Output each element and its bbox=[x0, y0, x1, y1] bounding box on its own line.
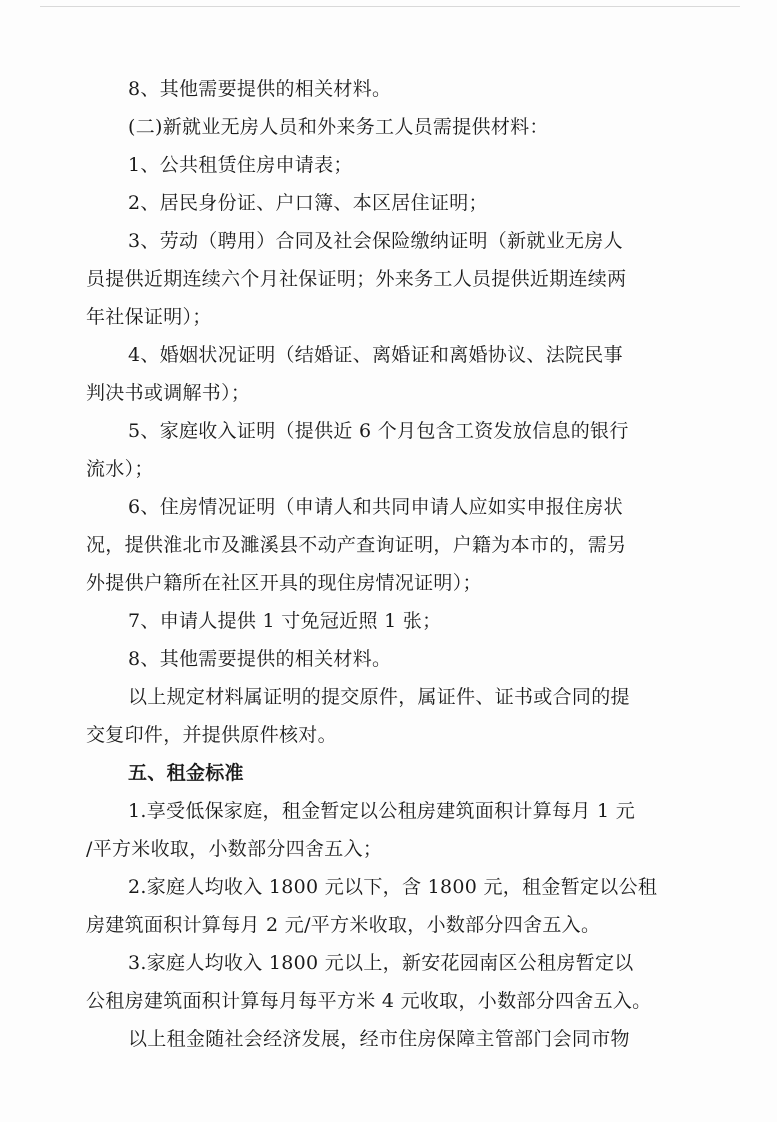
text-line: 3.家庭人均收入 1800 元以上，新安花园南区公租房暂定以 bbox=[128, 952, 634, 974]
text-line: 外提供户籍所在社区开具的现住房情况证明）； bbox=[86, 572, 482, 594]
text-line: 8、其他需要提供的相关材料。 bbox=[128, 78, 392, 100]
text-line: 以上规定材料属证明的提交原件，属证件、证书或合同的提 bbox=[128, 686, 630, 708]
text-line: 以上租金随社会经济发展，经市住房保障主管部门会同市物 bbox=[128, 1028, 630, 1050]
text-line: 况，提供淮北市及濉溪县不动产查询证明，户籍为本市的，需另 bbox=[86, 534, 627, 556]
text-line: 交复印件，并提供原件核对。 bbox=[86, 724, 337, 746]
text-line: 1.享受低保家庭，租金暂定以公租房建筑面积计算每月 1 元 bbox=[128, 800, 635, 822]
text-line: 4、婚姻状况证明（结婚证、离婚证和离婚协议、法院民事 bbox=[128, 344, 623, 366]
text-line: 7、申请人提供 1 寸免冠近照 1 张； bbox=[128, 610, 442, 632]
scan-edge-line bbox=[40, 6, 740, 7]
text-line: 5、家庭收入证明（提供近 6 个月包含工资发放信息的银行 bbox=[128, 420, 629, 442]
text-line: (二)新就业无房人员和外来务工人员需提供材料： bbox=[128, 116, 549, 138]
text-line: 2.家庭人均收入 1800 元以下，含 1800 元，租金暂定以公租 bbox=[128, 876, 658, 898]
text-line: 判决书或调解书）； bbox=[86, 382, 251, 404]
text-line: 3、劳动（聘用）合同及社会保险缴纳证明（新就业无房人 bbox=[128, 230, 623, 252]
section-heading: 五、租金标准 bbox=[128, 762, 244, 784]
text-line: 公租房建筑面积计算每月每平方米 4 元收取，小数部分四舍五入。 bbox=[86, 990, 652, 1012]
text-line: 年社保证明）； bbox=[86, 306, 212, 328]
text-line: 1、公共租赁住房申请表； bbox=[128, 154, 353, 176]
text-line: 员提供近期连续六个月社保证明；外来务工人员提供近期连续两 bbox=[86, 268, 627, 290]
text-line: 流水）； bbox=[86, 458, 154, 480]
text-line: 2、居民身份证、户口簿、本区居住证明； bbox=[128, 192, 488, 214]
text-line: 8、其他需要提供的相关材料。 bbox=[128, 648, 392, 670]
text-line: 房建筑面积计算每月 2 元/平方米收取，小数部分四舍五入。 bbox=[86, 914, 601, 936]
text-line: /平方米收取，小数部分四舍五入； bbox=[86, 838, 383, 860]
text-line: 6、住房情况证明（申请人和共同申请人应如实申报住房状 bbox=[128, 496, 623, 518]
